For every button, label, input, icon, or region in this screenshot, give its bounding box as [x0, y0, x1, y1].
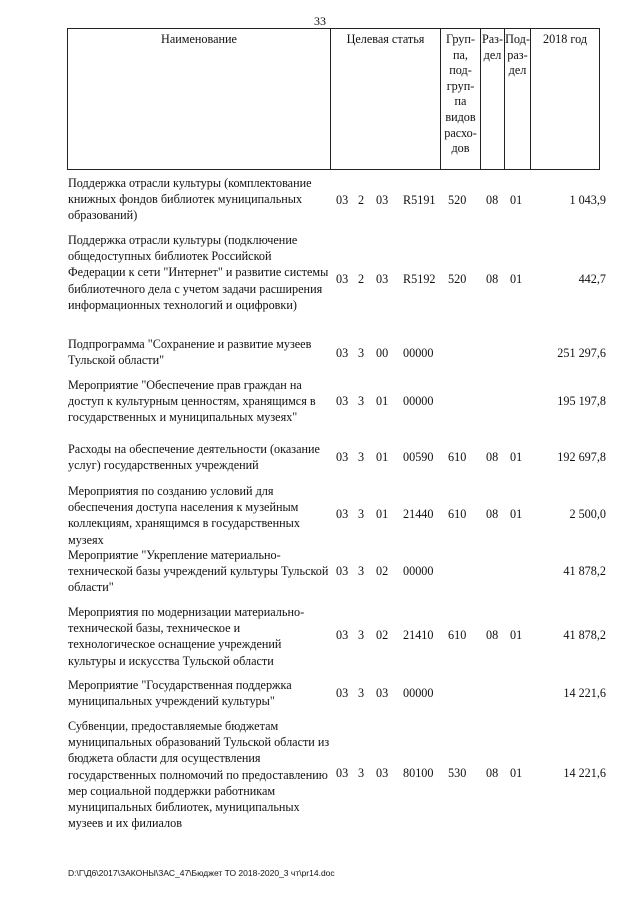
row-expense-group: 610: [448, 507, 467, 521]
row-code-direction: 00000: [403, 686, 434, 700]
row-code-direction: 00000: [403, 346, 434, 360]
row-name: Подпрограмма "Сохранение и развитие музеев Тульской области": [68, 337, 312, 368]
row-code-event: 03: [376, 766, 389, 780]
row-code-event: 01: [376, 394, 389, 408]
header-group-line: под-: [449, 63, 472, 78]
row-amount: 192 697,8: [557, 450, 606, 464]
row-amount: 41 878,2: [563, 564, 606, 578]
row-section: 08: [486, 507, 499, 521]
row-expense-group: 520: [448, 272, 467, 286]
row-name: Мероприятие "Укрепление материально-технической базы учреждений культуры Тульской области": [68, 548, 329, 595]
row-code-subprogram: 3: [358, 507, 365, 521]
row-code-program: 03: [336, 766, 349, 780]
row-code-program: 03: [336, 193, 349, 207]
row-code-subprogram: 3: [358, 394, 365, 408]
row-code-program: 03: [336, 507, 349, 521]
row-section: 08: [486, 628, 499, 642]
row-code-program: 03: [336, 346, 349, 360]
row-name: Поддержка отрасли культуры (подключение общедоступных библиотек Российской Федерации к сети "Интернет" и развитие системы библиотечного дела с учетом задачи расширения информационных технологий и оцифровки): [68, 233, 329, 312]
header-group-line: видов: [445, 109, 476, 124]
row-section: 08: [486, 450, 499, 464]
row-amount: 14 221,6: [563, 766, 606, 780]
row-code-program: 03: [336, 628, 349, 642]
row-subsection: 01: [510, 272, 523, 286]
header-group-line: Груп-: [446, 32, 475, 46]
row-subsection: 01: [510, 193, 523, 207]
header-subsection-line: раз-: [507, 47, 528, 62]
header-name: Наименование: [67, 29, 330, 169]
row-code-direction: 21440: [403, 507, 434, 521]
row-expense-group: 520: [448, 193, 467, 207]
row-code-subprogram: 3: [358, 346, 365, 360]
row-expense-group: 610: [448, 628, 467, 642]
row-code-direction: 21410: [403, 628, 434, 642]
header-group-line: па,: [453, 47, 468, 62]
row-section: 08: [486, 193, 499, 207]
row-amount: 1 043,9: [569, 193, 606, 207]
file-path-footer: D:\Г\Д6\2017\ЗАКОНЫ\ЗАС_47\Бюджет ТО 2018-2020_3 чт\pr14.doc: [68, 868, 335, 878]
row-section: 08: [486, 766, 499, 780]
row-name: Мероприятия по модернизации материально-технической базы, техническое и технологическое оснащение учреждений культуры и искусства Тульской области: [68, 605, 305, 668]
row-name: Расходы на обеспечение деятельности (оказание услуг) государственных учреждений: [68, 442, 320, 473]
row-code-subprogram: 2: [358, 272, 365, 286]
row-code-event: 02: [376, 564, 389, 578]
row-code-event: 03: [376, 272, 389, 286]
row-code-event: 00: [376, 346, 389, 360]
page-number: 33: [314, 14, 326, 28]
header-group: [440, 29, 480, 169]
row-subsection: 01: [510, 450, 523, 464]
row-code-direction: 00590: [403, 450, 434, 464]
row-code-program: 03: [336, 686, 349, 700]
row-code-subprogram: 3: [358, 686, 365, 700]
row-expense-group: 530: [448, 766, 467, 780]
row-code-subprogram: 3: [358, 450, 365, 464]
header-subsection-line: Под-: [505, 32, 530, 46]
row-name: Мероприятия по созданию условий для обеспечения доступа населения к музейным коллекциям, хранящимся в государственных музеях: [68, 484, 300, 547]
row-code-event: 03: [376, 193, 389, 207]
row-code-direction: 00000: [403, 394, 434, 408]
row-amount: 41 878,2: [563, 628, 606, 642]
row-amount: 195 197,8: [557, 394, 606, 408]
header-section-line: Раз-: [481, 32, 504, 46]
row-amount: 442,7: [578, 272, 606, 286]
row-amount: 251 297,6: [557, 346, 606, 360]
row-subsection: 01: [510, 628, 523, 642]
row-amount: 14 221,6: [563, 686, 606, 700]
header-target: Целевая статья: [330, 29, 440, 169]
table-header: [67, 28, 600, 170]
row-name: Субвенции, предоставляемые бюджетам муниципальных образований Тульской области из бюджета области для осуществления государственных полномочий по предоставлению мер социальной поддержки работникам муниципальных библиотек, муниципальных музеев и их филиалов: [68, 719, 330, 831]
row-code-event: 03: [376, 686, 389, 700]
row-code-program: 03: [336, 450, 349, 464]
row-subsection: 01: [510, 766, 523, 780]
header-section: [480, 29, 504, 169]
row-section: 08: [486, 272, 499, 286]
row-code-subprogram: 3: [358, 564, 365, 578]
header-section-line: дел: [483, 47, 502, 62]
row-code-subprogram: 3: [358, 628, 365, 642]
row-code-direction: 00000: [403, 564, 434, 578]
row-code-event: 02: [376, 628, 389, 642]
row-code-event: 01: [376, 450, 389, 464]
row-name: Мероприятие "Государственная поддержка муниципальных учреждений культуры": [68, 678, 292, 709]
row-code-direction: 80100: [403, 766, 434, 780]
row-amount: 2 500,0: [569, 507, 606, 521]
row-code-direction: R5191: [403, 193, 436, 207]
row-code-subprogram: 2: [358, 193, 365, 207]
row-code-program: 03: [336, 272, 349, 286]
header-group-line: расхо-: [444, 125, 477, 140]
row-code-direction: R5192: [403, 272, 436, 286]
row-name: Мероприятие "Обеспечение прав граждан на доступ к культурным ценностям, хранящимся в государственных и муниципальных музеях": [68, 378, 316, 425]
header-subsection-line: дел: [508, 63, 527, 78]
row-code-event: 01: [376, 507, 389, 521]
row-code-program: 03: [336, 394, 349, 408]
row-code-program: 03: [336, 564, 349, 578]
row-name: Поддержка отрасли культуры (комплектование книжных фондов библиотек муниципальных образований): [68, 176, 312, 223]
header-group-line: па: [454, 94, 467, 109]
header-year: 2018 год: [530, 29, 600, 169]
row-code-subprogram: 3: [358, 766, 365, 780]
header-group-line: дов: [451, 141, 470, 156]
header-group-line: груп-: [446, 78, 475, 93]
row-expense-group: 610: [448, 450, 467, 464]
row-subsection: 01: [510, 507, 523, 521]
header-subsection: [504, 29, 530, 169]
